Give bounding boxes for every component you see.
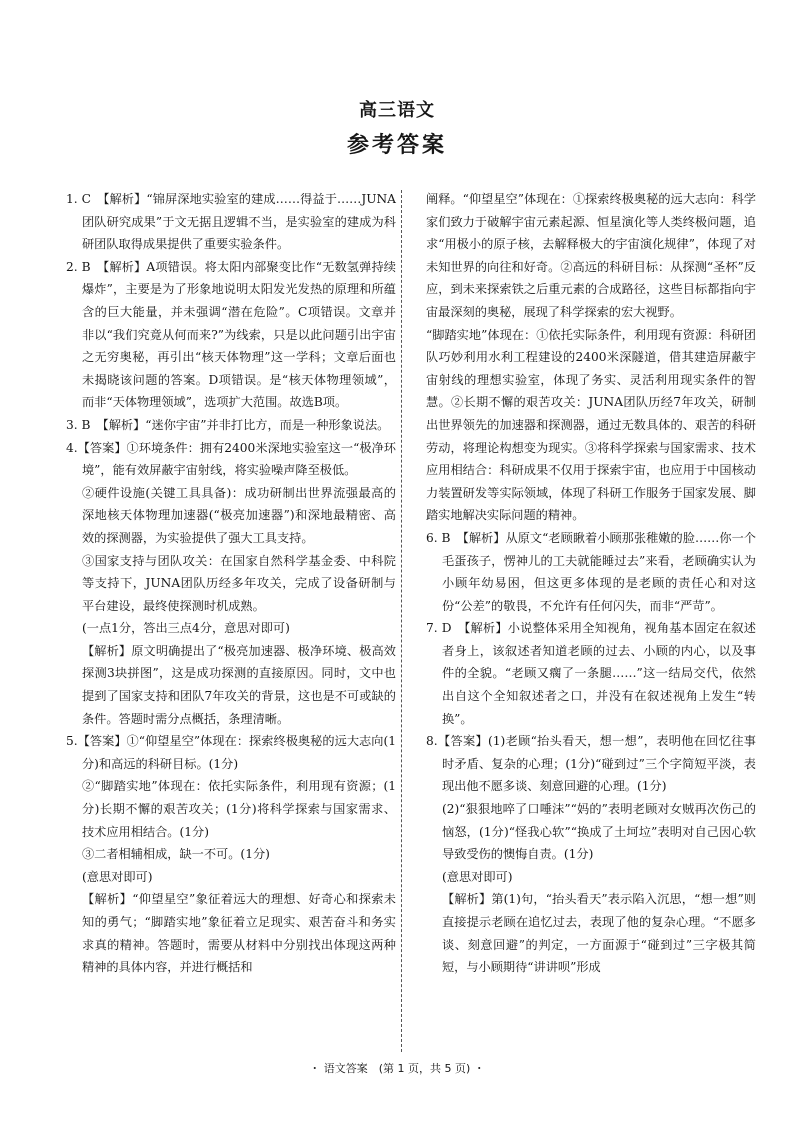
answer-4-point-2: ②硬件设施(关键工具具备)：成功研制出世界流强最高的深地核天体物理加速器(“极亮加速器”)和深地最精密、高效的探测器，为实验提供了强大工具支持。 xyxy=(82,485,396,545)
answer-5-note: (意思对即可) xyxy=(82,869,153,884)
page-footer: ・ 语文答案 (第 1 页，共 5 页) ・ xyxy=(309,1062,485,1075)
answer-5-analysis-cont-2: “脚踏实地”体现在：①依托实际条件，利用现有资源：科研团队巧妙利用水利工程建设的2400米深隧道，借其建造屏蔽宇宙射线的理想实验室，体现了务实、灵活利用现实条件的智慧。②长期不懈的艰苦攻关：JUNA团队历经7年攻关，研制出世界领先的加速器和探测器，通过无数具体的、艰苦的科研劳动，将理论构想变为现实。③将科学探索与国家需求、技术应用相结合：科研成果不仅用于探索宇宙，也应用于中国核动力装置研发等实际领域，体现了科研工作服务于国家发展、脚踏实地解决实际问题的精神。 xyxy=(426,327,756,523)
answer-8-analysis: 【解析】第(1)句，“抬头看天”表示陷入沉思，“想一想”则直接提示老顾在追忆过去，表现了他的复杂心理。“不愿多谈、刻意回避”的判定，一方面源于“碰到过”三字极其简短，与小顾期待“讲讲呗”形成 xyxy=(442,892,756,975)
document-title: 高三语文 xyxy=(359,100,435,121)
right-column xyxy=(426,188,756,979)
answer-8-note: (意思对即可) xyxy=(442,869,513,884)
document-subtitle: 参考答案 xyxy=(346,133,447,158)
answer-1: 1. C 【解析】“锦屏深地实验室的建成……得益于……JUNA团队研究成果”于文无据且逻辑不当，是实验室的建成为科研团队取得成果提供了重要实验条件。 xyxy=(66,192,396,252)
answer-5-analysis-cont: 阐释。“仰望星空”体现在：①探索终极奥秘的远大志向：科学家们致力于破解宇宙元素起源、恒星演化等人类终极问题，追求“用极小的原子核，去解释极大的宇宙演化规律”，体现了对未知世界的向往和好奇。②高远的科研目标：从探测“圣杯”反应，到未来探索铁之后重元素的合成路径，这些目标都指向宇宙最深刻的奥秘，展现了科学探索的宏大视野。 xyxy=(426,192,756,319)
answer-8-part-2: (2)“狠狠地啐了口唾沫”“妈的”表明老顾对女贼再次伤己的恼怒，(1分)“怪我心软”“换成了土坷垃”表明对自己因心软导致受伤的懊悔自责。(1分) xyxy=(442,802,756,862)
answer-4-analysis: 【解析】原文明确提出了“极亮加速器、极净环境、极高效探测3块拼图”，这是成功探测的直接原因。同时，文中也提到了国家支持和团队7年攻关的背景，这也是不可或缺的条件。答题时需分点概括，条理清晰。 xyxy=(82,643,396,726)
answer-6: 6. B 【解析】从原文“老顾瞅着小顾那张稚嫩的脸……你一个毛蛋孩子，愣神儿的工夫就能睡过去”来看，老顾确实认为小顾年幼易困，但这更多体现的是老顾的责任心和对这份“公差”的敬畏，不允许有任何闪失，而非“严苛”。 xyxy=(426,530,756,613)
answer-5: 5.【答案】①“仰望星空”体现在：探索终极奥秘的远大志向(1分)和高远的科研目标。(1分) xyxy=(66,734,396,771)
answer-7: 7. D 【解析】小说整体采用全知视角，视角基本固定在叙述者身上，该叙述者知道老顾的过去、小顾的内心，以及事件的全貌。“老顾又瘸了一条腿……”这一结局交代，依然出自这个全知叙述者之口，并没有在叙述视角上发生“转换”。 xyxy=(426,621,756,726)
answer-3: 3. B 【解析】“迷你宇宙”并非打比方，而是一种形象说法。 xyxy=(66,417,390,432)
answer-4-point-3: ③国家支持与团队攻关：在国家自然科学基金委、中科院等支持下，JUNA团队历经多年攻关，完成了设备研制与平台建设，最终使探测时机成熟。 xyxy=(82,553,396,613)
answer-4-scoring: (一点1分，答出三点4分，意思对即可) xyxy=(82,621,290,636)
answer-5-point-2: ②“脚踏实地”体现在：依托实际条件，利用现有资源；(1分)长期不懈的艰苦攻关；(1分)将科学探索与国家需求、技术应用相结合。(1分) xyxy=(82,779,396,839)
answer-8: 8.【答案】(1)老顾“抬头看天，想一想”，表明他在回忆往事时矛盾、复杂的心理；(1分)“碰到过”三个字简短平淡，表现出他不愿多谈、刻意回避的心理。(1分) xyxy=(426,734,756,794)
answer-2: 2. B 【解析】A项错误。将太阳内部聚变比作“无数氢弹持续爆炸”，主要是为了形象地说明太阳发光发热的原理和所蕴含的巨大能量，并未强调“潜在危险”。C项错误。文章并非以“我们究竟从何而来?”为线索，只是以此问题引出宇宙之无穷奥秘，再引出“核天体物理”这一学科；文章后面也未揭晓该问题的答案。D项错误。是“核天体物理领域”，而非“天体物理领域”，选项扩大范围。故选B项。 xyxy=(66,259,396,410)
answer-5-point-3: ③二者相辅相成，缺一不可。(1分) xyxy=(82,847,270,862)
column-divider xyxy=(401,190,402,1052)
answer-5-analysis: 【解析】“仰望星空”象征着远大的理想、好奇心和探索未知的勇气；“脚踏实地”象征着立足现实、艰苦奋斗和务实求真的精神。答题时，需要从材料中分别找出体现这两种精神的具体内容，并进行概括和 xyxy=(82,892,396,975)
answer-4: 4.【答案】①环境条件：拥有2400米深地实验室这一“极净环境”，能有效屏蔽宇宙射线，将实验噪声降至极低。 xyxy=(66,440,396,478)
left-column xyxy=(66,188,396,979)
